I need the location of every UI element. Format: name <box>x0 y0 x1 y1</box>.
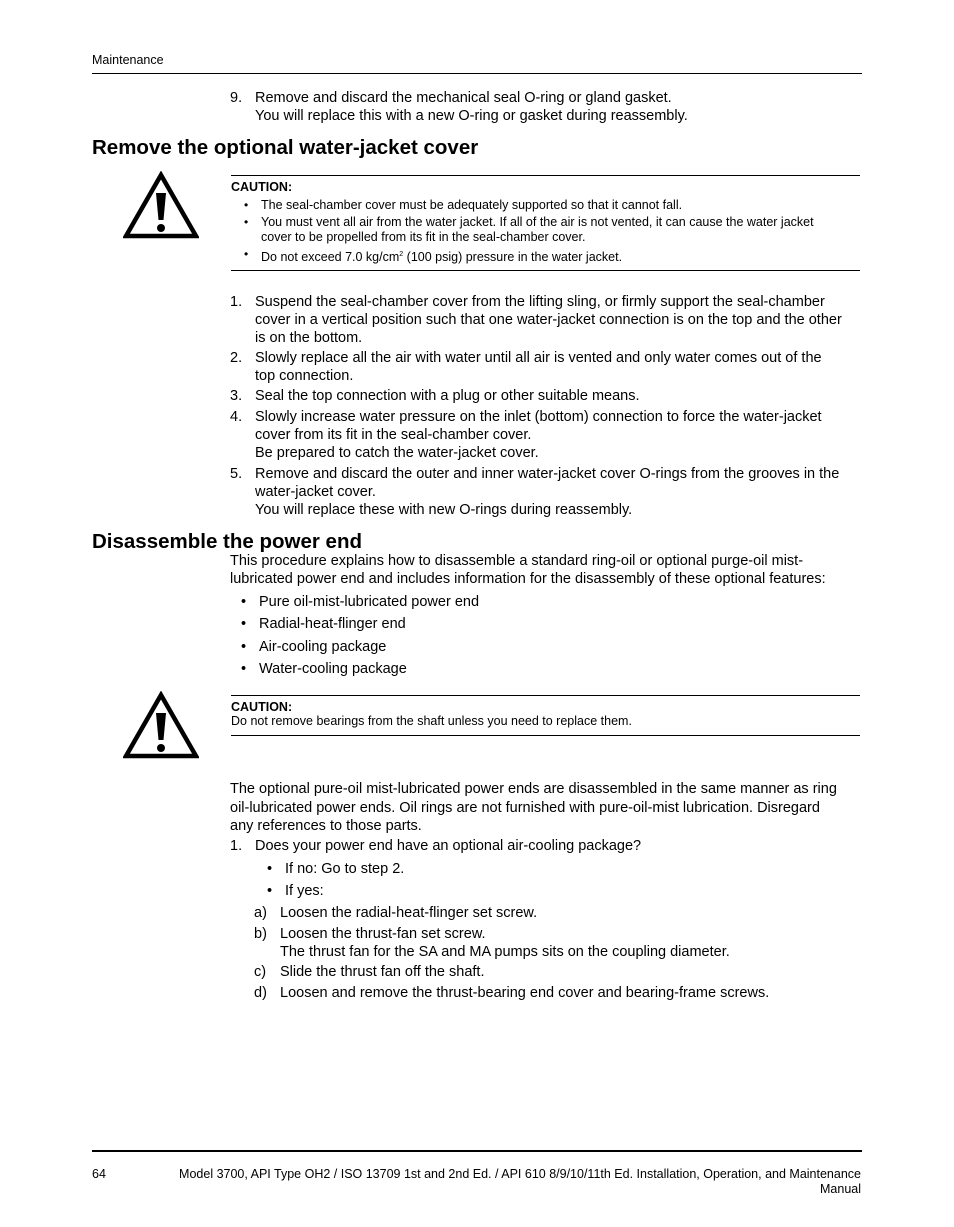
step-text: Slowly increase water pressure on the inlet (bottom) connection to force the water-jacket <box>255 409 822 425</box>
step-number: 1. <box>230 838 243 854</box>
step-number: 4. <box>230 409 243 425</box>
feature-item: Pure oil-mist-lubricated power end <box>259 594 480 610</box>
section-heading: Disassemble the power end <box>92 530 363 553</box>
step-text: Slowly replace all the air with water until all air is vented and only water comes out of the <box>255 350 822 366</box>
caution-box <box>231 695 860 736</box>
running-header: Maintenance <box>92 53 164 67</box>
page-number: 64 <box>92 1167 106 1181</box>
step-note: Be prepared to catch the water-jacket cover. <box>255 445 539 461</box>
caution-item: Do not exceed 7.0 $kg/cm^2$ (100 psig) pressure in the water jacket. <box>261 250 623 265</box>
substep-note: The thrust fan for the SA and MA pumps sits on the coupling diameter. <box>280 944 730 960</box>
option-item: If yes: <box>285 883 324 899</box>
step-text: top connection. <box>255 368 354 384</box>
step-number: 2. <box>230 350 243 366</box>
bullet-icon: • <box>241 639 247 655</box>
substep-label: a) <box>254 905 267 921</box>
body-paragraph: any references to those parts. <box>230 818 422 834</box>
document-title-continued: Manual <box>820 1182 861 1196</box>
substep-label: b) <box>254 926 267 942</box>
caution-label: CAUTION: <box>231 700 293 714</box>
feature-item: Air-cooling package <box>259 639 387 655</box>
step-text: Seal the top connection with a plug or other suitable means. <box>255 388 640 404</box>
intro-text: This procedure explains how to disassemble a standard ring-oil or optional purge-oil mist- <box>230 553 804 569</box>
warning-icon <box>123 171 199 239</box>
bullet-icon: • <box>241 661 247 677</box>
step-text: Remove and discard the mechanical seal O-ring or gland gasket. <box>255 90 672 106</box>
document-title: Model 3700, API Type OH2 / ISO 13709 1st and 2nd Ed. / API 610 8/9/10/11th Ed. Installation, Operation, and Maintenance <box>179 1167 861 1181</box>
step-note: You will replace these with new O-rings during reassembly. <box>255 502 633 518</box>
substep-text: Loosen the thrust-fan set screw. <box>280 926 486 942</box>
section-heading: Remove the optional water-jacket cover <box>92 136 479 159</box>
substep-text: Slide the thrust fan off the shaft. <box>280 964 485 980</box>
feature-item: Radial-heat-flinger end <box>259 616 406 632</box>
bullet-icon: • <box>244 198 249 212</box>
caution-item: You must vent all air from the water jacket. If all of the air is not vented, it can cause the water jacket <box>261 215 814 229</box>
caution-label: CAUTION: <box>231 180 293 194</box>
substep-text: Loosen the radial-heat-flinger set screw. <box>280 905 538 921</box>
header-rule <box>92 73 862 74</box>
step-number: 5. <box>230 466 243 482</box>
feature-item: Water-cooling package <box>259 661 407 677</box>
step-text: cover in a vertical position such that one water-jacket connection is on the top and the other <box>255 312 842 328</box>
substep-label: d) <box>254 985 267 1001</box>
intro-text: lubricated power end and includes information for the disassembly of these optional features: <box>230 571 826 587</box>
step-text: Does your power end have an optional air-cooling package? <box>255 838 642 854</box>
caution-box <box>231 175 860 271</box>
bullet-icon: • <box>241 616 247 632</box>
step-note: You will replace this with a new O-ring or gasket during reassembly. <box>255 108 688 124</box>
body-paragraph: The optional pure-oil mist-lubricated power ends are disassembled in the same manner as ring <box>230 781 837 797</box>
step-number: 1. <box>230 294 243 310</box>
bullet-icon: • <box>241 594 247 610</box>
warning-icon <box>123 691 199 759</box>
bullet-icon: • <box>267 883 273 899</box>
substep-text: Loosen and remove the thrust-bearing end cover and bearing-frame screws. <box>280 985 770 1001</box>
footer-rule <box>92 1150 862 1152</box>
step-text: is on the bottom. <box>255 330 363 346</box>
step-number: 3. <box>230 388 243 404</box>
bullet-icon: • <box>267 861 273 877</box>
bullet-icon: • <box>244 215 249 229</box>
caution-item: The seal-chamber cover must be adequately supported so that it cannot fall. <box>261 198 683 212</box>
substep-label: c) <box>254 964 267 980</box>
bullet-icon: • <box>244 247 249 261</box>
caution-item-continued: cover to be propelled from its fit in the seal-chamber cover. <box>261 230 586 244</box>
caution-text: Do not remove bearings from the shaft unless you need to replace them. <box>231 714 632 728</box>
step-text: Suspend the seal-chamber cover from the lifting sling, or firmly support the seal-chamber <box>255 294 825 310</box>
step-text: water-jacket cover. <box>255 484 376 500</box>
step-number: 9. <box>230 90 243 106</box>
option-item: If no: Go to step 2. <box>285 861 405 877</box>
body-paragraph: oil-lubricated power ends. Oil rings are not furnished with pure-oil-mist lubrication. Disregard <box>230 800 820 816</box>
step-text: Remove and discard the outer and inner water-jacket cover O-rings from the grooves in the <box>255 466 840 482</box>
step-text: cover from its fit in the seal-chamber cover. <box>255 427 532 443</box>
